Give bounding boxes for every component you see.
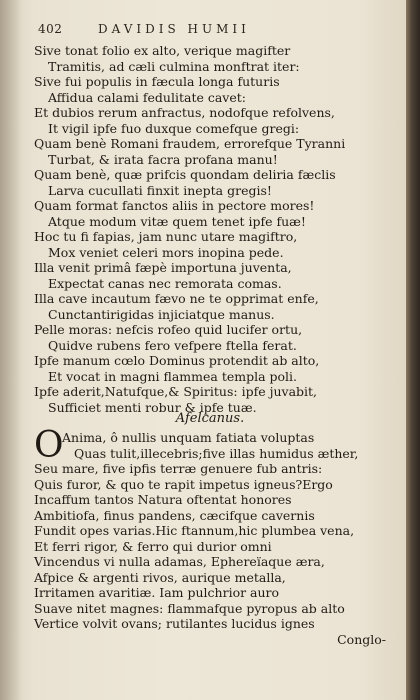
- gutter-shadow: [0, 0, 22, 700]
- book-fore-edge: [406, 0, 420, 700]
- verse-line: Afpice & argenti rivos, aurique metalla,: [34, 569, 286, 585]
- running-title: DAVIDIS HUMII: [98, 22, 250, 36]
- verse-line: Quam benè, quæ prifcis quondam deliria fæclis: [34, 167, 336, 182]
- verse-line: Turbat, & irata facra profana manu!: [48, 151, 278, 167]
- verse-line: Illa venit primâ fæpè importuna juventa,: [34, 260, 292, 275]
- verse-line: Incaffum tantos Natura oftentat honores: [34, 492, 292, 507]
- verse-line: Anima, ô nullis unquam fatiata voluptas: [62, 430, 315, 445]
- verse-line: Mox veniet celeri mors inopina pede.: [48, 244, 284, 260]
- verse-line: Quam benè Romani fraudem, errorefque Tyranni: [34, 136, 346, 151]
- verse-line: Sive tonat folio ex alto, verique magifter: [34, 43, 291, 58]
- section-title: Afelcanus.: [175, 411, 245, 426]
- poem-asclepiadeus: [34, 425, 394, 647]
- verse-line: Larva cucullati finxit inepta gregis!: [48, 182, 272, 198]
- catchword: Conglo-: [337, 631, 386, 647]
- verse-line: Hoc tu fi fapias, jam nunc utare magiftro,: [34, 229, 298, 244]
- verse-line: Ipfe manum cœlo Dominus protendit ab alto,: [34, 353, 320, 368]
- verse-line: Illa cave incautum fævo ne te opprimat enfe,: [34, 291, 319, 306]
- verse-line: Suave nitet magnes: flammafque pyropus ab alto: [34, 600, 345, 616]
- verse-line: It vigil ipfe fuo duxque comefque gregi:: [48, 120, 300, 136]
- verse-line: Sufficiet menti robur & ipfe tuæ.: [48, 399, 257, 415]
- verse-line: Quam format fanctos aliis in pectore mores!: [34, 198, 315, 213]
- drop-cap: O: [34, 425, 64, 466]
- verse-line: Affidua calami fedulitate cavet:: [48, 89, 246, 105]
- verse-line: Irritamen avaritiæ. Iam pulchrior auro: [34, 585, 280, 600]
- poem-top: [34, 43, 394, 415]
- verse-line: Seu mare, five ipfis terræ genuere fub antris:: [34, 461, 323, 476]
- verse-line: Et vocat in magni flammea templa poli.: [48, 368, 298, 384]
- verse-line: Cunctantirigidas injiciatque manus.: [48, 306, 275, 322]
- page-number: 402: [38, 22, 63, 36]
- verse-line: Quidve rubens fero vefpere ftella ferat.: [48, 337, 297, 353]
- verse-line: Expectat canas nec remorata comas.: [48, 275, 282, 291]
- verse-line: Et dubios rerum anfractus, nodofque refolvens,: [34, 105, 335, 120]
- verse-line: Sive fui populis in fæcula longa futuris: [34, 74, 280, 89]
- verse-line: Vertice volvit ovans; rutilantes lucidus ignes: [34, 616, 315, 631]
- verse-line: Quas tulit,illecebris;five illas humidus æther,: [74, 445, 359, 461]
- verse-line: Et ferri rigor, & ferro qui durior omni: [34, 538, 272, 554]
- verse-line: Vincendus vi nulla adamas, Ephereïaque æra,: [34, 554, 325, 569]
- verse-line: Ambitiofa, finus pandens, cæcifque cavernis: [34, 507, 315, 523]
- verse-line: Quis furor, & quo te rapit impetus igneus?Ergo: [34, 476, 333, 492]
- running-head: [38, 22, 378, 40]
- verse-line: Pelle moras: nefcis rofeo quid lucifer ortu,: [34, 322, 303, 337]
- verse-line: Atque modum vitæ quem tenet ipfe fuæ!: [48, 213, 306, 229]
- verse-line: Fundit opes varias.Hic ftannum,hic plumbea vena,: [34, 523, 355, 538]
- verse-line: Tramitis, ad cæli culmina monftrat iter:: [48, 58, 300, 74]
- verse-line: Ipfe aderit,Natufque,& Spiritus: ipfe juvabit,: [34, 384, 318, 399]
